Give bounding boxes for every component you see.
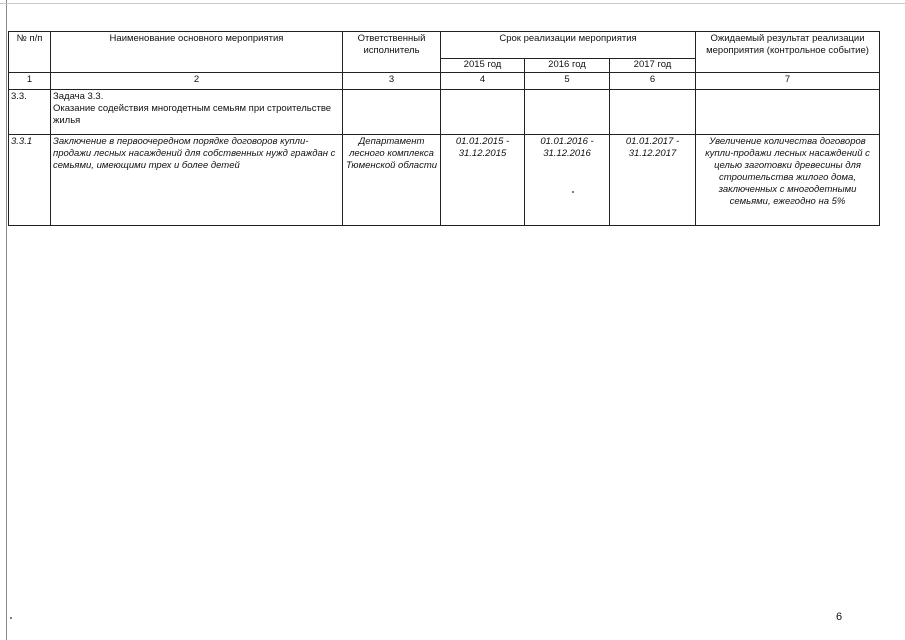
header-year-2017: 2017 год	[610, 59, 696, 73]
header-year-2015: 2015 год	[441, 59, 525, 73]
scan-speck	[572, 191, 574, 193]
header-name: Наименование основного мероприятия	[51, 32, 343, 73]
column-number-row	[9, 73, 880, 90]
header-result: Ожидаемый результат реализации мероприятия (контрольное событие)	[696, 32, 880, 73]
item-date-2016: 01.01.2016 - 31.12.2016	[525, 135, 610, 226]
column-number: 7	[696, 73, 880, 90]
empty-cell	[610, 90, 696, 135]
column-number: 1	[9, 73, 51, 90]
task-cell	[51, 90, 343, 135]
item-date-2015: 01.01.2015 - 31.12.2015	[441, 135, 525, 226]
task-title: Задача 3.3.	[53, 91, 104, 102]
page-number: 6	[836, 611, 843, 623]
item-num: 3.3.1	[9, 135, 51, 226]
scan-speck	[10, 617, 12, 619]
empty-cell	[343, 90, 441, 135]
activities-table	[8, 31, 880, 226]
column-number: 6	[610, 73, 696, 90]
empty-cell	[696, 90, 880, 135]
header-year-2016: 2016 год	[525, 59, 610, 73]
item-date-2017: 01.01.2017 - 31.12.2017	[610, 135, 696, 226]
column-number: 3	[343, 73, 441, 90]
header-num: № п/п	[9, 32, 51, 73]
scan-edge-line	[6, 0, 7, 640]
header-responsible: Ответственный исполнитель	[343, 32, 441, 73]
item-row	[9, 135, 880, 226]
empty-cell	[441, 90, 525, 135]
header-period: Срок реализации мероприятия	[441, 32, 696, 59]
scan-edge-line	[0, 3, 905, 4]
column-number: 2	[51, 73, 343, 90]
task-num: 3.3.	[9, 90, 51, 135]
item-result: Увеличение количества договоров купли-продажи лесных насаждений с целью заготовки древесины для строительства жилого дома, заключенных с многодетными семьями, ежегодно на 5%	[696, 135, 880, 226]
item-responsible: Департамент лесного комплекса Тюменской области	[343, 135, 441, 226]
item-name: Заключение в первоочередном порядке договоров купли-продажи лесных насаждений для собственных нужд граждан с семьями, имеющими трех и более детей	[51, 135, 343, 226]
header-row	[9, 32, 880, 59]
column-number: 4	[441, 73, 525, 90]
column-number: 5	[525, 73, 610, 90]
task-row	[9, 90, 880, 135]
empty-cell	[525, 90, 610, 135]
task-text: Оказание содействия многодетным семьям при строительстве жилья	[53, 103, 332, 126]
